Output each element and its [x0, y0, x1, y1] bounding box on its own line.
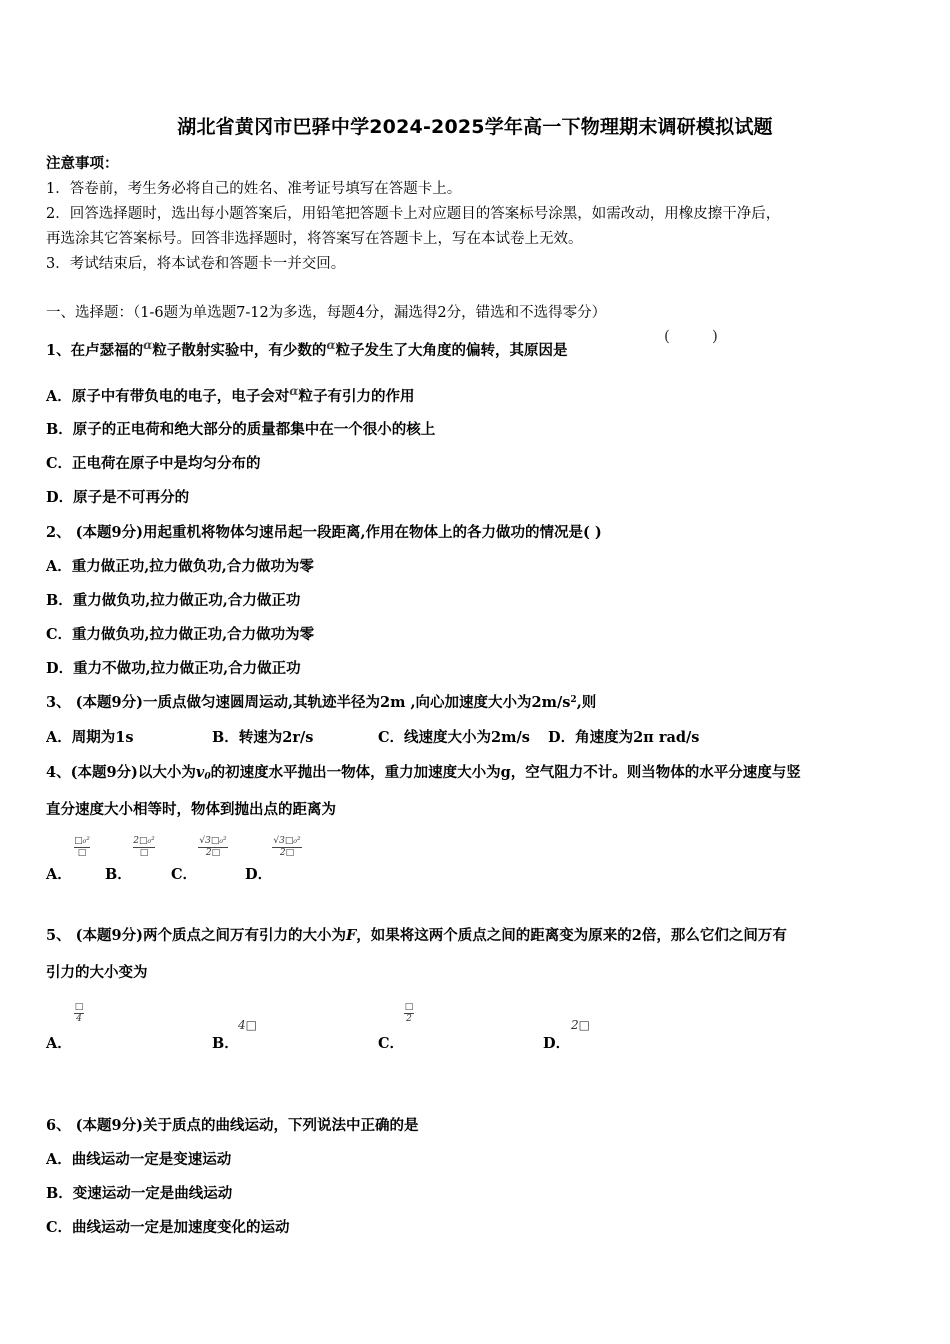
q5-option-c-label: C．	[378, 1035, 405, 1052]
page-title: 湖北省黄冈市巴驿中学2024-2025学年高一下物理期末调研模拟试题	[177, 116, 773, 138]
q5-option-b-formula: 4□	[238, 1018, 257, 1032]
q3-option-c: C．线速度大小为2m/s	[378, 729, 530, 746]
q2-option-d: D．重力不做功,拉力做正功,合力做正功	[46, 660, 301, 677]
q6-option-c: C．曲线运动一定是加速度变化的运动	[46, 1219, 290, 1236]
q5-option-d-label: D．	[543, 1035, 571, 1052]
q1-option-a: A．原子中有带负电的电子，电子会对$^\alpha$粒子有引力的作用	[46, 384, 415, 405]
alpha-symbol: α	[143, 338, 153, 352]
question-4-stem-cont: 直分速度大小相等时，物体到抛出点的距离为	[46, 801, 336, 818]
notice-item-2-cont: 再选涂其它答案标号。回答非选择题时，将答案写在答题卡上，写在本试卷上无效。	[46, 231, 583, 247]
q4-option-b-formula: 2□₀² □	[133, 836, 155, 858]
section-heading: 一、选择题：（1-6题为单选题7-12为多选，每题4分，漏选得2分，错选和不选得零分）	[46, 305, 607, 321]
q6-option-b: B．变速运动一定是曲线运动	[46, 1185, 233, 1202]
notice-item-2: 2．回答选择题时，选出每小题答案后，用铅笔把答题卡上对应题目的答案标号涂黑，如需改动，用橡皮擦干净后，	[46, 206, 781, 222]
q5-option-d-formula: 2□	[571, 1018, 590, 1032]
q3-option-b: B．转速为2r/s	[212, 729, 314, 746]
q5-option-a-formula: □ 4	[74, 1002, 84, 1024]
q4-option-a-label: A．	[46, 866, 72, 883]
question-5-stem: 5、 (本题9分)两个质点之间万有引力的大小为F，如果将这两个质点之间的距离变为原来的2倍，那么它们之间万有	[46, 927, 787, 944]
question-3-stem: 3、 (本题9分)一质点做匀速圆周运动,其轨迹半径为2m ,向心加速度大小为$2m/s^2$,则	[46, 694, 597, 711]
notice-heading: 注意事项：	[46, 155, 119, 172]
q2-option-b: B．重力做负功,拉力做正功,合力做正功	[46, 592, 301, 609]
question-1-stem: 1、在卢瑟福的$^\alpha$粒子散射实验中，有少数的$^\alpha$粒子发生了大角度的偏转，其原因是	[46, 338, 568, 359]
q2-option-c: C．重力做负功,拉力做正功,合力做功为零	[46, 626, 315, 643]
q1-option-d: D．原子是不可再分的	[46, 489, 190, 506]
alpha-symbol: α	[326, 338, 336, 352]
notice-item-3: 3．考试结束后，将本试卷和答题卡一并交回。	[46, 256, 346, 272]
notice-item-1: 1．答卷前，考生务必将自己的姓名、准考证号填写在答题卡上。	[46, 181, 462, 197]
q5-option-a-label: A．	[46, 1035, 72, 1052]
alpha-symbol: α	[289, 384, 299, 398]
q1-option-b: B．原子的正电荷和绝大部分的质量都集中在一个很小的核上	[46, 421, 436, 438]
q1-option-c: C．正电荷在原子中是均匀分布的	[46, 455, 261, 472]
q3-option-d: D．角速度为2π rad/s	[548, 729, 700, 746]
answer-paren-right: )	[712, 327, 718, 345]
q4-option-c-label: C．	[171, 866, 198, 883]
question-2-stem: 2、 (本题9分)用起重机将物体匀速吊起一段距离,作用在物体上的各力做功的情况是( )	[46, 524, 602, 541]
q4-option-c-formula: √3□₀² 2□	[199, 836, 227, 858]
q5-option-c-formula: □ 2	[404, 1002, 414, 1024]
q2-option-a: A．重力做正功,拉力做负功,合力做功为零	[46, 558, 314, 575]
question-5-stem-cont: 引力的大小变为	[46, 964, 148, 981]
q3-option-a: A．周期为1s	[46, 729, 134, 746]
q5-option-b-label: B．	[212, 1035, 239, 1052]
question-4-stem: 4、(本题9分)以大小为$v_0$的初速度水平抛出一物体，重力加速度大小为g，空气阻力不计。则当物体的水平分速度与竖	[46, 764, 801, 782]
q4-option-d-label: D．	[245, 866, 273, 883]
q6-option-a: A．曲线运动一定是变速运动	[46, 1151, 232, 1168]
q4-option-d-formula: √3□₀² 2□	[273, 836, 301, 858]
q4-option-b-label: B．	[105, 866, 132, 883]
question-6-stem: 6、 (本题9分)关于质点的曲线运动，下列说法中正确的是	[46, 1117, 419, 1134]
q4-option-a-formula: □₀² □	[74, 836, 90, 858]
answer-paren-left: (	[664, 327, 670, 345]
